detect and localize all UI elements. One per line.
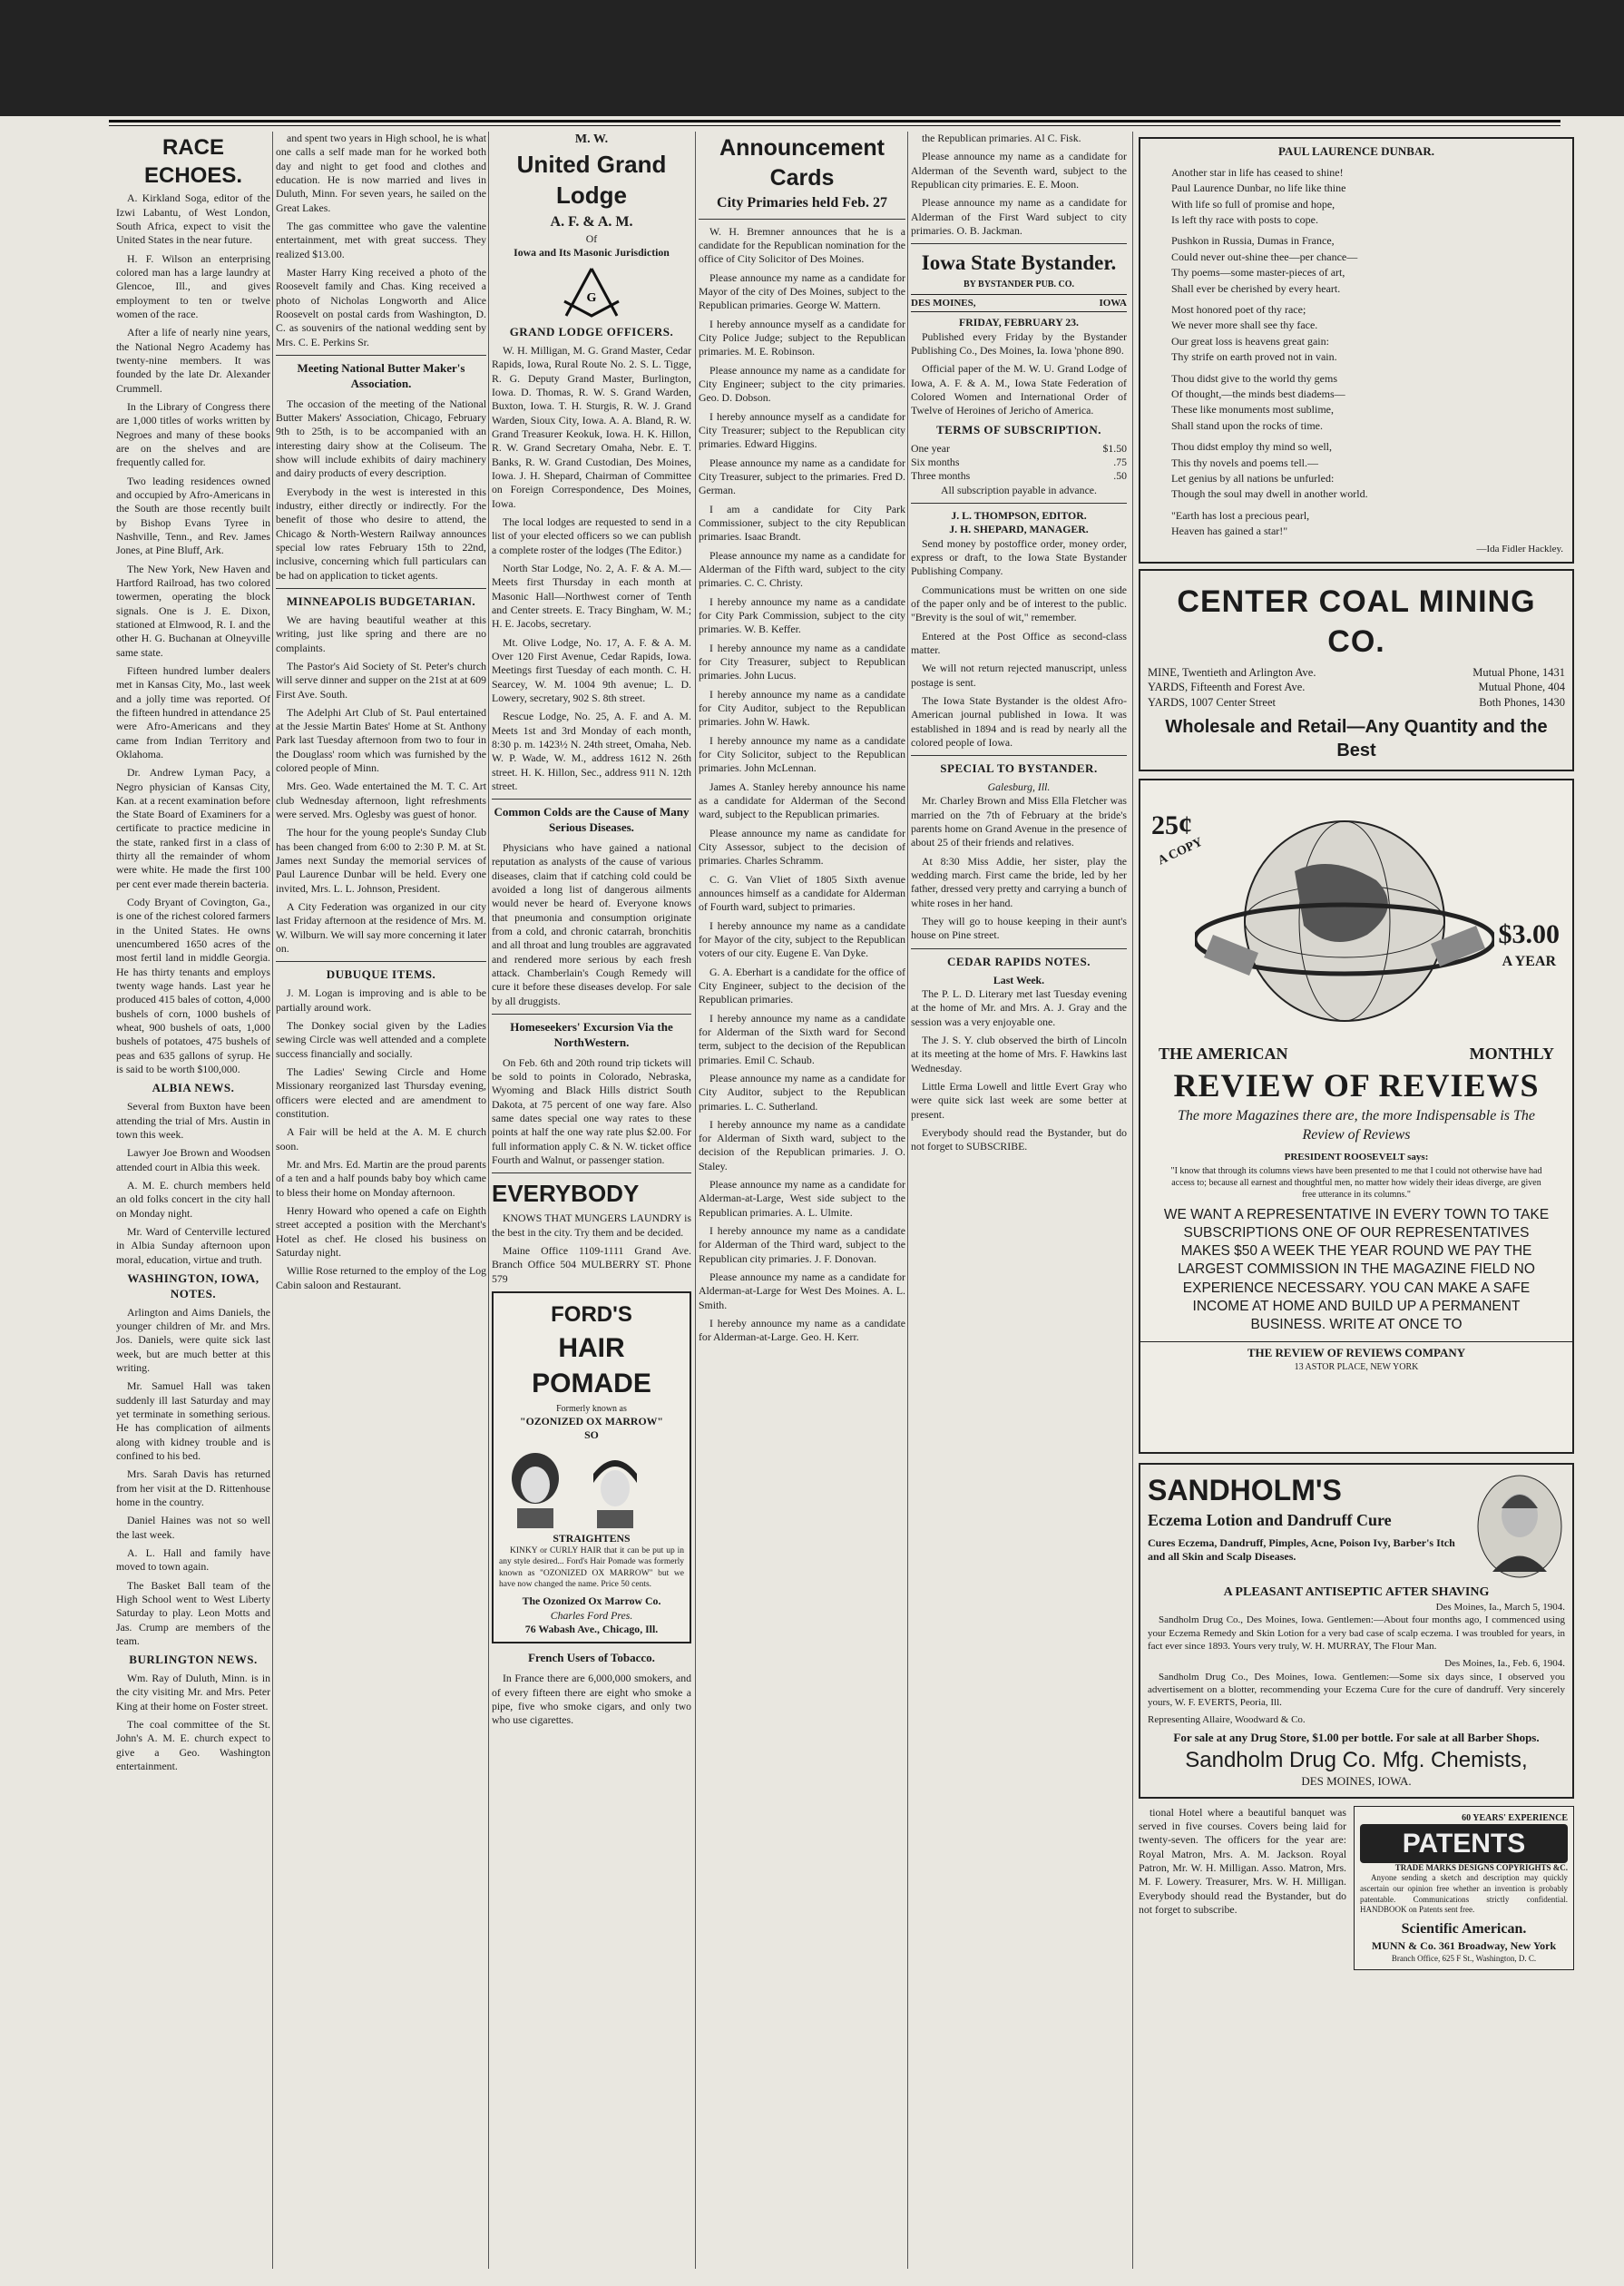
pomade-straightens: STRAIGHTENS [553, 1531, 631, 1545]
jurisdiction-heading: Iowa and Its Masonic Jurisdiction [514, 245, 670, 259]
paragraph: Everybody should read the Bystander, but do not forget to SUBSCRIBE. [911, 1125, 1127, 1153]
sandholm-rep: Representing Allaire, Woodward & Co. [1148, 1714, 1306, 1726]
divider [492, 1014, 691, 1015]
bottom-row [1139, 1806, 1574, 1971]
review-company: THE REVIEW OF REVIEWS COMPANY [1140, 1341, 1572, 1361]
section-heading: SPECIAL TO BYSTANDER. [940, 761, 1098, 776]
announcement-card: I hereby announce my name as a candidate for Alderman of the Sixth ward for Second term, subject to the decision of the Republican primaries. Emil C. Schaub. [699, 1011, 905, 1066]
patents-branch: Branch Office, 625 F St., Washington, D. C. [1391, 1953, 1537, 1963]
paragraph: The Ladies' Sewing Circle and Home Missionary reorganized last Thursday evening, officers were elected and are amendment to constitution. [276, 1065, 486, 1120]
announcement-card: Please announce my name as a candidate for City Engineer; subject to the city primaries. Geo. D. Dobson. [699, 363, 905, 405]
letter-date: Des Moines, Ia., Feb. 6, 1904. [1444, 1658, 1565, 1670]
paragraph: The P. L. D. Literary met last Tuesday evening at the home of Mr. and Mrs. A. J. Gray and the session was a very enjoyable one. [911, 986, 1127, 1028]
paragraph: Dr. Andrew Lyman Pacy, a Negro physician of Kansas City, Kan. at a recent examination before the State Board of Examiners for a certificate to practice medicine in the state, ranked first in a class of thirty all the remainder of whom were white. He made the first 100 per cent ever made therein bacteria. [116, 766, 270, 890]
column-rule [907, 132, 908, 2269]
paragraph: The J. S. Y. club observed the birth of Lincoln at its meeting at the home of Mrs. F. Hawkins last Wednesday. [911, 1033, 1127, 1074]
paragraph: We will not return rejected manuscript, unless postage is sent. [911, 662, 1127, 689]
sandholm-cures: Cures Eczema, Dandruff, Pimples, Acne, Poison Ivy, Barber's Itch and all Skin and Scalp Diseases. [1148, 1535, 1455, 1564]
paragraph: Official paper of the M. W. U. Grand Lodge of Iowa, A. F. & A. M., Iowa State Federation of Colored Women and International Order of Twelve of Heroines of Jericho of America. [911, 362, 1127, 417]
paragraph: We are having beautiful weather at this writing, just like spring and there are no complaints. [276, 613, 486, 654]
paragraph: Maine Office 1109-1111 Grand Ave. Branch Office 504 MULBERRY ST. Phone 579 [492, 1243, 691, 1285]
publisher: BY BYSTANDER PUB. CO. [964, 280, 1074, 290]
scan-border [0, 0, 1624, 116]
announcement-card: Please announce my name as a candidate for Mayor of the city of Des Moines, subject to the Republican primaries. George W. Mattern. [699, 270, 905, 312]
poem-line: Thy strife on earth proved not in vain. [1171, 350, 1337, 364]
paragraph: The Pastor's Aid Society of St. Peter's church will serve dinner and supper on the 21st at at 609 First Ave. South. [276, 659, 486, 701]
paragraph: Two leading residences owned and occupied by Afro-Americans in the South are those recently built by Bishop Evans Tyree in Nashville, Tenn., and Rev. James Jones, at Pine Bluff, Ark. [116, 474, 270, 557]
divider [911, 948, 1127, 949]
announcement-card: Please announce my name as candidate for City Assessor, subject to the decision of primaries. Charles Schramm. [699, 826, 905, 868]
patents-years: 60 YEARS' EXPERIENCE [1462, 1812, 1568, 1823]
poem-line: These like monuments most sublime, [1171, 403, 1334, 417]
paragraph: Lawyer Joe Brown and Woodsen attended court in Albia this week. [116, 1146, 270, 1173]
terms-price: $1.50 [1102, 441, 1127, 455]
editor: J. L. THOMPSON, EDITOR. [951, 508, 1087, 522]
paragraph: The Donkey social given by the Ladies sewing Circle was well attended and a complete success financially and socially. [276, 1018, 486, 1060]
terms-label: One year [911, 441, 950, 455]
terms-row [911, 469, 1127, 483]
section-heading: MINNEAPOLIS BUDGETARIAN. [286, 594, 476, 608]
sandholm-company: Sandholm Drug Co. Mfg. Chemists, [1185, 1747, 1528, 1772]
square-compass-icon [555, 265, 628, 319]
mw-heading: M. W. [574, 132, 609, 146]
terms-price: .50 [1113, 469, 1127, 483]
patents-title: PATENTS [1360, 1824, 1568, 1863]
top-rule [109, 120, 1560, 123]
poem-line: With life so full of promise and hope, [1171, 197, 1335, 211]
pomade-so: SO [584, 1428, 599, 1442]
pomade-title: HAIR POMADE [532, 1333, 651, 1399]
afam-heading: A. F. & A. M. [550, 213, 633, 230]
review-offer: WE WANT A REPRESENTATIVE IN EVERY TOWN TO TAKE SUBSCRIPTIONS ONE OF OUR REPRESENTATIVES MAKES $50 A WEEK THE YEAR ROUND WE PAY THE LARGEST COMMISSION IN THE MAGAZINE FIELD NO EXPERIENCE NECESSARY. YOU CAN MAKE A SAFE INCOME AT HOME AND BUILD UP A PERMANENT BUSINESS. WRITE AT ONCE TO [1163, 1206, 1550, 1332]
poem-line: Shall ever be cherished by every heart. [1171, 281, 1341, 295]
poem-line: Shall stand upon the rocks of time. [1171, 418, 1323, 432]
paragraph: Communications must be written on one side of the paper only and be of interest to the public. "Brevity is the soul of wit," remember. [911, 583, 1127, 624]
announcement-card: W. H. Bremner announces that he is a candidate for the Republican nomination for the office of City Solicitor of Des Moines. [699, 224, 905, 266]
poem-line: Is left thy race with posts to cope. [1171, 213, 1318, 227]
paragraph: A Fair will be held at the A. M. E church soon. [276, 1125, 486, 1153]
divider [492, 799, 691, 800]
paragraph: They will go to house keeping in their aunt's house on Pine street. [911, 915, 1127, 942]
paragraph: Mr. Ward of Centerville lectured in Albia Sunday afternoon upon moral, education, virtue and truth. [116, 1224, 270, 1266]
column-bystander [911, 132, 1127, 2269]
pomade-company: The Ozonized Ox Marrow Co. [522, 1594, 661, 1608]
section-heading: Meeting National Butter Maker's Association. [297, 360, 465, 390]
paragraph: Several from Buxton have been attending the trial of Mrs. Austin in town this week. [116, 1100, 270, 1141]
svg-text:G: G [586, 291, 597, 306]
poem-lines [1150, 165, 1563, 540]
review-title-block [1140, 1044, 1572, 1373]
poem-line: Could never out-shine thee—per chance— [1171, 250, 1358, 263]
terms-row [911, 442, 1127, 456]
paragraph: Physicians who have gained a national reputation as analysts of the cause of various diseases, claim that if catching cold could be avoided a long list of dangerous ailments would never be heard of. Everyone knows that pneumonia and consumption originate from a cold, and chronic catarrah, bronchitis and all throat and lung troubles are aggravated and rendered more serious by each fresh attack. Chamberlain's Cough Remedy will cure it before these diseases develop. For sale by all druggists. [492, 841, 691, 1007]
paragraph: KNOWS THAT MUNGERS LAUNDRY is the best in the city. Try them and be decided. [492, 1212, 691, 1239]
portrait-after-icon [579, 1447, 651, 1528]
announcement-title: Announcement Cards [719, 135, 885, 191]
paragraph: Willie Rose returned to the employ of the Log Cabin saloon and Restaurant. [276, 1264, 486, 1291]
issue-date: FRIDAY, FEBRUARY 23. [959, 316, 1079, 329]
paragraph: The gas committee who gave the valentine entertainment, met with great success. They realized $13.00. [276, 219, 486, 260]
paragraph: Cody Bryant of Covington, Ga., is one of the richest colored farmers in the United States. He owns unencumbered 1650 acres of the most fertil land in middle Georgia. He has thirty tenants and employs twenty wage hands. Last year he produced 415 bales of cotton, 4,000 bushels of corn, 1000 bushels of wheat, 900 bushels of oats, 1,000 bushels of potatoes, 475 bushels of peas and 635 gallons of syrup. He is said to be worth $100,000. [116, 896, 270, 1076]
section-heading: TERMS OF SUBSCRIPTION. [935, 422, 1102, 437]
announcement-card: Please announce my name as a candidate for City Treasurer, subject to the primaries. Fred D. German. [699, 456, 905, 497]
globe-icon [1195, 817, 1494, 1025]
coal-row [1148, 665, 1565, 680]
paragraph: Little Erma Lowell and little Evert Gray who were quite sick last week are some better at present. [911, 1079, 1127, 1121]
announcement-card: I hereby announce my name as a candidate for City Park Commission, subject to the city primaries. W. B. Keffer. [699, 594, 905, 636]
paragraph: Master Harry King received a photo of the Roosevelt family and Chas. King received a photo of Nicholas Longworth and Alice Roosevelt on postal cards from Washington, D. C. as souvenirs of the national wedding sent by Mrs. C. E. Perkins Sr. [276, 265, 486, 348]
section-heading: Homeseekers' Excursion Via the NorthWestern. [510, 1020, 673, 1049]
poem-line: Thou didst employ thy mind so well, [1171, 440, 1332, 454]
column-race-echoes [116, 132, 270, 2269]
sandholm-sale: For sale at any Drug Store, $1.00 per bottle. For sale at all Barber Shops. [1173, 1730, 1540, 1744]
pomade-brand: FORD'S [551, 1301, 632, 1327]
coal-phone: Mutual Phone, 404 [1478, 681, 1565, 694]
poem-title: PAUL LAURENCE DUNBAR. [1277, 144, 1435, 158]
paragraph: After a life of nearly nine years, the National Negro Academy has twenty-nine members. It was founded by the late Dr. Alexander Crummell. [116, 326, 270, 395]
everybody-ad-title: EVERYBODY [492, 1180, 640, 1208]
cedar-sub: Last Week. [993, 973, 1045, 986]
column-local-news [276, 132, 486, 2269]
announcement-sub: City Primaries held Feb. 27 [717, 195, 887, 211]
paragraph: Everybody in the west is interested in this industry, either directly or indirectly. For the benefit of those who desire to attend, the Chicago & North-Western Railway announces special low rates February 15th to 22nd, inclusive, concerning which full particulars can be had on application to ticket agents. [276, 485, 486, 582]
paragraph: tional Hotel where a beautiful banquet was served in five courses. Covers being laid for twenty-seven. The officers for the year are: Royal Matron, Mrs. A. M. Jackson. Royal Patron, Mr. W. H. Milligan. Asso. Matron, Mrs. M. F. Lowery. Treasurer, Mrs. W. H. Milligan. Everybody should read the Bystander, but do not forget to subscribe. [1139, 1805, 1346, 1917]
poem-line: Paul Laurence Dunbar, no life like thine [1171, 182, 1346, 195]
announcement-card: I am a candidate for City Park Commissioner, subject to the city Republican primaries. Isaac Brandt. [699, 502, 905, 544]
of-word: Of [585, 231, 598, 245]
divider [911, 755, 1127, 756]
column-rule [488, 132, 489, 2269]
coal-title: CENTER COAL MINING CO. [1177, 584, 1536, 659]
announcement-card: I hereby announce myself as a candidate for City Treasurer; subject to the Republican city primaries. Edward Higgins. [699, 409, 905, 451]
poem-line: Thy poems—some master-pieces of art, [1171, 266, 1345, 280]
patents-sci: Scientific American. [1401, 1921, 1527, 1938]
poem-line: Another star in life has ceased to shine! [1171, 165, 1344, 179]
paragraph: Arlington and Aims Daniels, the younger children of Mr. and Mrs. Jos. Daniels, were quite sick last week, but are much better at this writing. [116, 1305, 270, 1374]
paragraph: In France there are 6,000,000 smokers, and of every fifteen there are eight who smoke a pipe, five who smoke cigars, and only two who use cigarettes. [492, 1672, 691, 1727]
terms-note: All subscription payable in advance. [941, 483, 1097, 496]
pomade-ozonized: "OZONIZED OX MARROW" [520, 1415, 663, 1428]
poem-author: —Ida Fidler Hackley. [1476, 544, 1563, 555]
paragraph: The New York, New Haven and Hartford Railroad, has two colored towermen, operating the block signals. One is J. E. Dixon, stationed at Elmwood, R. I. and the other H. G. Buchanan at Olneyville same state. [116, 562, 270, 659]
poem-line: We never more shall see thy face. [1171, 319, 1318, 332]
paragraph: Daniel Haines was not so well the last week. [116, 1514, 270, 1541]
coal-ad [1139, 569, 1574, 771]
sandholm-pleasant: A PLEASANT ANTISEPTIC AFTER SHAVING [1223, 1585, 1490, 1599]
paragraph: A. L. Hall and family have moved to town again. [116, 1545, 270, 1574]
pomade-signature: Charles Ford Pres. [550, 1608, 633, 1622]
column-rule [695, 132, 696, 2269]
column-announcements [699, 132, 905, 2269]
price-year: $3.00 [1498, 918, 1560, 949]
pomade-address: 76 Wabash Ave., Chicago, Ill. [524, 1623, 659, 1636]
terms-row [911, 456, 1127, 469]
review-tagline: The more Magazines there are, the more Indispensable is The Review of Reviews [1177, 1108, 1535, 1143]
paragraph: Mr. Charley Brown and Miss Ella Fletcher was married on the 7th of February at the bride's parents home on Grand Avenue in the presence of about 25 of their friends and relatives. [911, 794, 1127, 849]
masthead: Iowa State Bystander. [921, 251, 1117, 275]
paragraph: In the Library of Congress there are 1,000 titles of works written by Negroes and many of these books are on the shelves and are frequently called for. [116, 399, 270, 469]
paragraph: Mrs. Geo. Wade entertained the M. T. C. Art club Wednesday afternoon, light refreshments were served. Mrs. Oglesby was guest of honor. [276, 780, 486, 821]
paragraph: Mr. Samuel Hall was taken suddenly ill last Saturday and may yet terminate in something serious. He has complication of ailments along with kidney trouble and is confined to his bed. [116, 1379, 270, 1462]
section-heading: GRAND LODGE OFFICERS. [509, 325, 674, 339]
paragraph: Published every Friday by the Bystander Publishing Co., Des Moines, Ia. Iowa 'phone 890. [911, 329, 1127, 358]
sandholm-ad [1139, 1463, 1574, 1799]
poem-line: Let genius by all nations be unfurled: [1171, 471, 1335, 485]
section-heading: BURLINGTON NEWS. [129, 1653, 258, 1667]
column-rule [272, 132, 273, 2269]
paragraph: Mrs. Sarah Davis has returned from her visit at the D. Rittenhouse home in the country. [116, 1467, 270, 1508]
divider [276, 355, 486, 356]
poem-line: "Earth has lost a precious pearl, [1171, 508, 1310, 522]
paragraph: W. H. Milligan, M. G. Grand Master, Cedar Rapids, Iowa, Rural Route No. 2. S. L. Tigge, R. G. Deputy Grand Master, Burlington, Iowa. D. Thomas, R. W. S. Grand Warden, Buxton, Iowa. T. H. Sturgis, R. W. J. Grand Warden, Sioux City, Iowa. A. A. Bland, R. W. Grand Treasurer Keokuk, Iowa. H. K. Hillon, R. W. Grand Secretary Omaha, Nebr. E. T. Banks, R. W. Grand Custodian, Des Moines, Iowa. J. H. Shepard, Chairman of Committee on Foreign Correspondence, Des Moines, Iowa. [492, 344, 691, 510]
manager: J. H. SHEPARD, MANAGER. [949, 523, 1089, 536]
terms-price: .75 [1113, 456, 1127, 468]
testimonial: Sandholm Drug Co., Des Moines, Iowa. Gentlemen:—About four months ago, I commenced using your Eczema Remedy and Skin Lotion for a very bad case of scalp eczema. I was troubled for years, in fact ever since 1893. Yours very truly, W. H. MURRAY, The Flour Man. [1148, 1614, 1565, 1652]
letter-date: Des Moines, Ia., March 5, 1904. [1435, 1602, 1565, 1614]
paragraph: The Iowa State Bystander is the oldest Afro-American journal published in Iowa. It was established in 1894 and is read by nearly all the colored people of Iowa. [911, 693, 1127, 749]
poem-line: Though the soul may dwell in another world. [1171, 487, 1368, 501]
paragraph: The coal committee of the St. John's A. M. E. church expect to give a Geo. Washington entertainment. [116, 1718, 270, 1773]
paragraph: the Republican primaries. Al C. Fisk. [922, 132, 1081, 144]
divider [492, 1172, 691, 1173]
review-of-reviews-ad [1139, 779, 1574, 1454]
divider [276, 961, 486, 962]
announcement-card: Please announce my name as a candidate for Alderman-at-Large for West Des Moines. A. L. Smith. [699, 1271, 905, 1311]
paragraph: and spent two years in High school, he is what one calls a self made man for he worked both day and night to get food and clothes and education. He is now married and lives in Duluth, Minn. For seven years, he sailed on the Great Lakes. [276, 132, 486, 214]
paragraph: J. M. Logan is improving and is able to be partially around work. [276, 986, 486, 1014]
paragraph: The local lodges are requested to send in a list of your elected officers so we can publish a complete roster of the lodges (The Editor.) [492, 515, 691, 556]
patents-ad [1354, 1806, 1574, 1971]
terms-label: Three months [911, 469, 971, 483]
announcement-card: Please announce my name as a candidate for Alderman of the First Ward subject to city primaries. O. B. Jackman. [911, 196, 1127, 237]
announcement-card: Please announce my name as a candidate for Alderman of the Seventh ward, subject to the Republican city primaries. E. E. Moon. [911, 150, 1127, 191]
portrait-before-icon [499, 1447, 572, 1528]
paragraph: The Basket Ball team of the High School went to West Liberty Saturday to play. Leon Motts and Jas. Crump are members of the team. [116, 1578, 270, 1647]
testimonial: Sandholm Drug Co., Des Moines, Iowa. Gentlemen:—Some six days since, I observed you advertisement on a blotter, recommending your Eczema Cure for the cure of dandruff. Very sincerely yours, W. F. EVERTS, Peoria, Ill. [1148, 1671, 1565, 1709]
paragraph: A City Federation was organized in our city last Friday afternoon at the residence of Mrs. M. W. Wilburn. We will say more concerning it later on. [276, 900, 486, 956]
lodge-entry: Mt. Olive Lodge, No. 17, A. F. & A. M. Over 120 First Avenue, Cedar Rapids, Iowa. Meetings first Tuesday of each month. C. H. Searcey, W. M. 1004 9th avenue; L. D. Lowery, secretary, 902 S. 8th street. [492, 635, 691, 704]
poem-line: Most honored poet of thy race; [1171, 303, 1306, 317]
review-the: THE [1159, 1044, 1194, 1063]
section-heading: ALBIA NEWS. [152, 1081, 235, 1095]
top-rule-thin [109, 125, 1560, 126]
paragraph: On Feb. 6th and 20th round trip tickets will be sold to points in Colorado, Nebraska, Wyoming and Black Hills district South Dakota, at 75 percent of one way fare. Also same dates special one way rates to these points at half the one way rate plus $2.00. For full information apply C. & N. W. ticket office Fourth and Walnut, or passenger station. [492, 1055, 691, 1167]
announcement-card: James A. Stanley hereby announce his name as a candidate for Alderman of the Second ward, subject to the Republican primaries. [699, 780, 905, 821]
announcement-card: I hereby announce my name as a candidate for City Auditor, subject to the Republican primaries. John W. Hawk. [699, 687, 905, 729]
dateline-state: IOWA [1099, 298, 1127, 309]
poem-line: Of thought,—the minds best diadems— [1171, 387, 1345, 400]
coal-row [1148, 695, 1565, 710]
dateline-city: DES MOINES, [911, 298, 976, 309]
paragraph: Send money by postoffice order, money order, express or draft, to the Iowa State Bystander Publishing Company. [911, 536, 1127, 578]
section-heading: DUBUQUE ITEMS. [326, 967, 436, 982]
poem-line: This thy novels and poems tell.— [1171, 456, 1318, 469]
paragraph: At 8:30 Miss Addie, her sister, play the wedding march. First came the bride, led by her father, dressed very pretty and carrying a bunch of white roses in her hand. [911, 854, 1127, 909]
column-ads [1139, 132, 1574, 2269]
announcement-card: I hereby announce my name as a candidate for Alderman of the Third ward, subject to the Republican city primaries. J. F. Donovan. [699, 1224, 905, 1265]
pomade-formerly: Formerly known as [556, 1404, 627, 1415]
paragraph: The hour for the young people's Sunday Club has been changed from 6:00 to 2:30 P. M. at St. James next Sunday the memorial services of Paul Laurence Dunbar will be held. Every one invited, Mrs. L. L. Johnson, President. [276, 826, 486, 895]
lodge-entry: North Star Lodge, No. 2, A. F. & A. M.—Meets first Thursday in each month at Masonic Hall—Northwest corner of Tenth and Center streets. E. Tracy Bingham, W. M.; H. E. Jacobs, secretary. [492, 562, 691, 631]
sandholm-name: SANDHOLM'S [1148, 1473, 1342, 1506]
lodge-entry: Rescue Lodge, No. 25, A. F. and A. M. Meets 1st and 3rd Monday of each month, 8:30 p. m. 1423½ N. 24th street, Omaha, Neb. W. P. Wade, W. M., address 1612 N. 26th street. H. K. Hillon, Sec., address 911 N. 12th street. [492, 710, 691, 792]
patents-munn: MUNN & Co. 361 Broadway, New York [1371, 1938, 1557, 1952]
announcement-card: I hereby announce my name as a candidate for Alderman of Sixth ward, subject to the decision of the Republican primaries. J. O. Staley. [699, 1117, 905, 1172]
coal-phone: Both Phones, 1430 [1479, 695, 1565, 709]
announcement-card: Please announce my name as a candidate for Alderman-at-Large, West side subject to the Republican primaries. A. L. Ulmite. [699, 1178, 905, 1219]
price-year-label: A YEAR [1502, 953, 1556, 969]
grand-lodge-title: United Grand Lodge [516, 151, 667, 209]
section-heading: WASHINGTON, IOWA, NOTES. [127, 1271, 259, 1300]
announcement-card: I hereby announce my name as a candidate for City Solicitor, subject to the Republican primaries. John McLennan. [699, 733, 905, 775]
sandholm-sub: Eczema Lotion and Dandruff Cure [1148, 1510, 1392, 1529]
pomade-body: KINKY or CURLY HAIR that it can be put up in any style desired... Ford's Hair Pomade was formerly known as "OZONIZED OX MARROW" but we have now changed the name. Price 50 cents. [499, 1546, 684, 1590]
column-masonic [492, 132, 691, 2269]
divider [911, 243, 1127, 244]
poem-line: Heaven has gained a star!" [1171, 525, 1288, 538]
paragraph: Henry Howard who opened a cafe on Eighth street accepted a position with the Merchant's Hotel as chef. He closed his business on Saturday night. [276, 1203, 486, 1259]
announcement-card: I hereby announce myself as a candidate for City Police Judge; subject to the Republican primaries. M. E. Robinson. [699, 317, 905, 358]
paragraph: The Adelphi Art Club of St. Paul entertained at the Jessie Martin Bates' Home at St. Anthony Park last Tuesday afternoon from two to four in the Douglass' room which was furnished by the colored people of Minn. [276, 705, 486, 775]
coal-location: YARDS, Fifteenth and Forest Ave. [1148, 681, 1306, 694]
announcement-card: I hereby announce my name as a candidate for Alderman-at-Large. Geo. H. Kerr. [699, 1317, 905, 1344]
paragraph: H. F. Wilson an enterprising colored man has a large laundry at Glencoe, Ill., and gives employment to ten or twelve women of the race. [116, 251, 270, 320]
terms-label: Six months [911, 456, 960, 468]
price-copy: 25¢ [1151, 809, 1192, 840]
review-address: 13 ASTOR PLACE, NEW YORK [1294, 1361, 1419, 1372]
paragraph: Fifteen hundred lumber dealers met in Kansas City, Mo., last week and a jolly time was reported. Of the fifteen hundred in attendance 25 were Afro-Americans and they came from Indian Territory and Oklahoma. [116, 663, 270, 760]
review-quote: "I know that through its columns views have been presented to me that I could not otherwise have had access to; because all earnest and thoughtful men, no matter how widely their ideas diverge, are given free utterance in its columns." [1170, 1165, 1542, 1200]
pomade-ad [492, 1291, 691, 1644]
divider [276, 588, 486, 589]
section-heading: Common Colds are the Cause of Many Serious Diseases. [494, 805, 690, 835]
paragraph: A. Kirkland Soga, editor of the Izwi Labantu, of West London, South Africa, expect to visit the United States in the near future. [116, 191, 270, 247]
portrait-icon [1474, 1472, 1565, 1581]
divider [911, 503, 1127, 504]
patents-body: Anyone sending a sketch and description may quickly ascertain our opinion free whether an invention is probably patentable. Communications strictly confidential. HANDBOOK on Patents sent free. [1360, 1873, 1568, 1915]
divider [699, 219, 905, 220]
coal-tagline: Wholesale and Retail—Any Quantity and the Best [1165, 716, 1548, 760]
paragraph: Mr. and Mrs. Ed. Martin are the proud parents of a ten and a half pounds baby boy which came to bless their home on Monday afternoon. [276, 1157, 486, 1199]
dateline [911, 294, 1127, 312]
review-name: REVIEW OF REVIEWS [1173, 1067, 1540, 1104]
coal-location: YARDS, 1007 Center Street [1148, 695, 1276, 709]
announcement-card: G. A. Eberhart is a candidate for the office of City Engineer, subject to the decision of the Republican primaries. [699, 965, 905, 1006]
paragraph: Wm. Ray of Duluth, Minn. is in the city visiting Mr. and Mrs. Peter King at their home on Foster street. [116, 1672, 270, 1712]
coal-location: MINE, Twentieth and Arlington Ave. [1148, 666, 1316, 680]
price-copy-label: A COPY [1156, 835, 1205, 868]
coal-phone: Mutual Phone, 1431 [1472, 666, 1565, 680]
review-monthly: MONTHLY [1469, 1044, 1554, 1063]
poem-line: Our great loss is heavens great gain: [1171, 334, 1329, 348]
review-american: THE AMERICAN [1159, 1044, 1288, 1063]
review-president: PRESIDENT ROOSEVELT says: [1284, 1151, 1429, 1163]
dunbar-poem [1139, 137, 1574, 564]
section-heading: CEDAR RAPIDS NOTES. [947, 954, 1091, 968]
poem-line: Pushkon in Russia, Dumas in France, [1171, 234, 1335, 248]
column-rule [1132, 132, 1133, 2269]
patents-marks: TRADE MARKS DESIGNS COPYRIGHTS &C. [1394, 1862, 1568, 1872]
announcement-card: C. G. Van Vliet of 1805 Sixth avenue announces himself as a candidate for Alderman of Fourth ward, subject to primaries. [699, 872, 905, 914]
special-dateline: Galesburg, Ill. [987, 780, 1051, 794]
announcement-card: Please announce my name as a candidate for City Auditor, subject to the Republican primaries. L. C. Sutherland. [699, 1071, 905, 1113]
pomade-portraits [499, 1447, 684, 1528]
poem-line: Thou didst give to the world thy gems [1171, 371, 1337, 385]
paragraph: The occasion of the meeting of the National Butter Makers' Association, Chicago, February 9th to 25th, is to be accompanied with an interesting dairy show at the Coliseum. The show will include exhibits of dairy machinery and dairy products of every description. [276, 397, 486, 480]
announcement-card: I hereby announce my name as a candidate for Mayor of the city, subject to the Republican voters of our city. Eugene E. Van Dyke. [699, 918, 905, 960]
announcement-card: Please announce my name as a candidate for Alderman of the Fifth ward, subject to the city primaries. C. C. Christy. [699, 548, 905, 590]
race-echoes-title: RACE ECHOES. [143, 135, 243, 189]
section-heading: French Users of Tobacco. [528, 1651, 655, 1665]
coal-row [1148, 680, 1565, 694]
paragraph: Entered at the Post Office as second-class matter. [911, 629, 1127, 656]
paragraph: A. M. E. church members held an old folks concert in the city hall on Monday night. [116, 1178, 270, 1220]
announcement-card: I hereby announce my name as a candidate for City Treasurer, subject to Republican primaries. John Lucus. [699, 641, 905, 682]
sandholm-city: DES MOINES, IOWA. [1301, 1773, 1412, 1788]
